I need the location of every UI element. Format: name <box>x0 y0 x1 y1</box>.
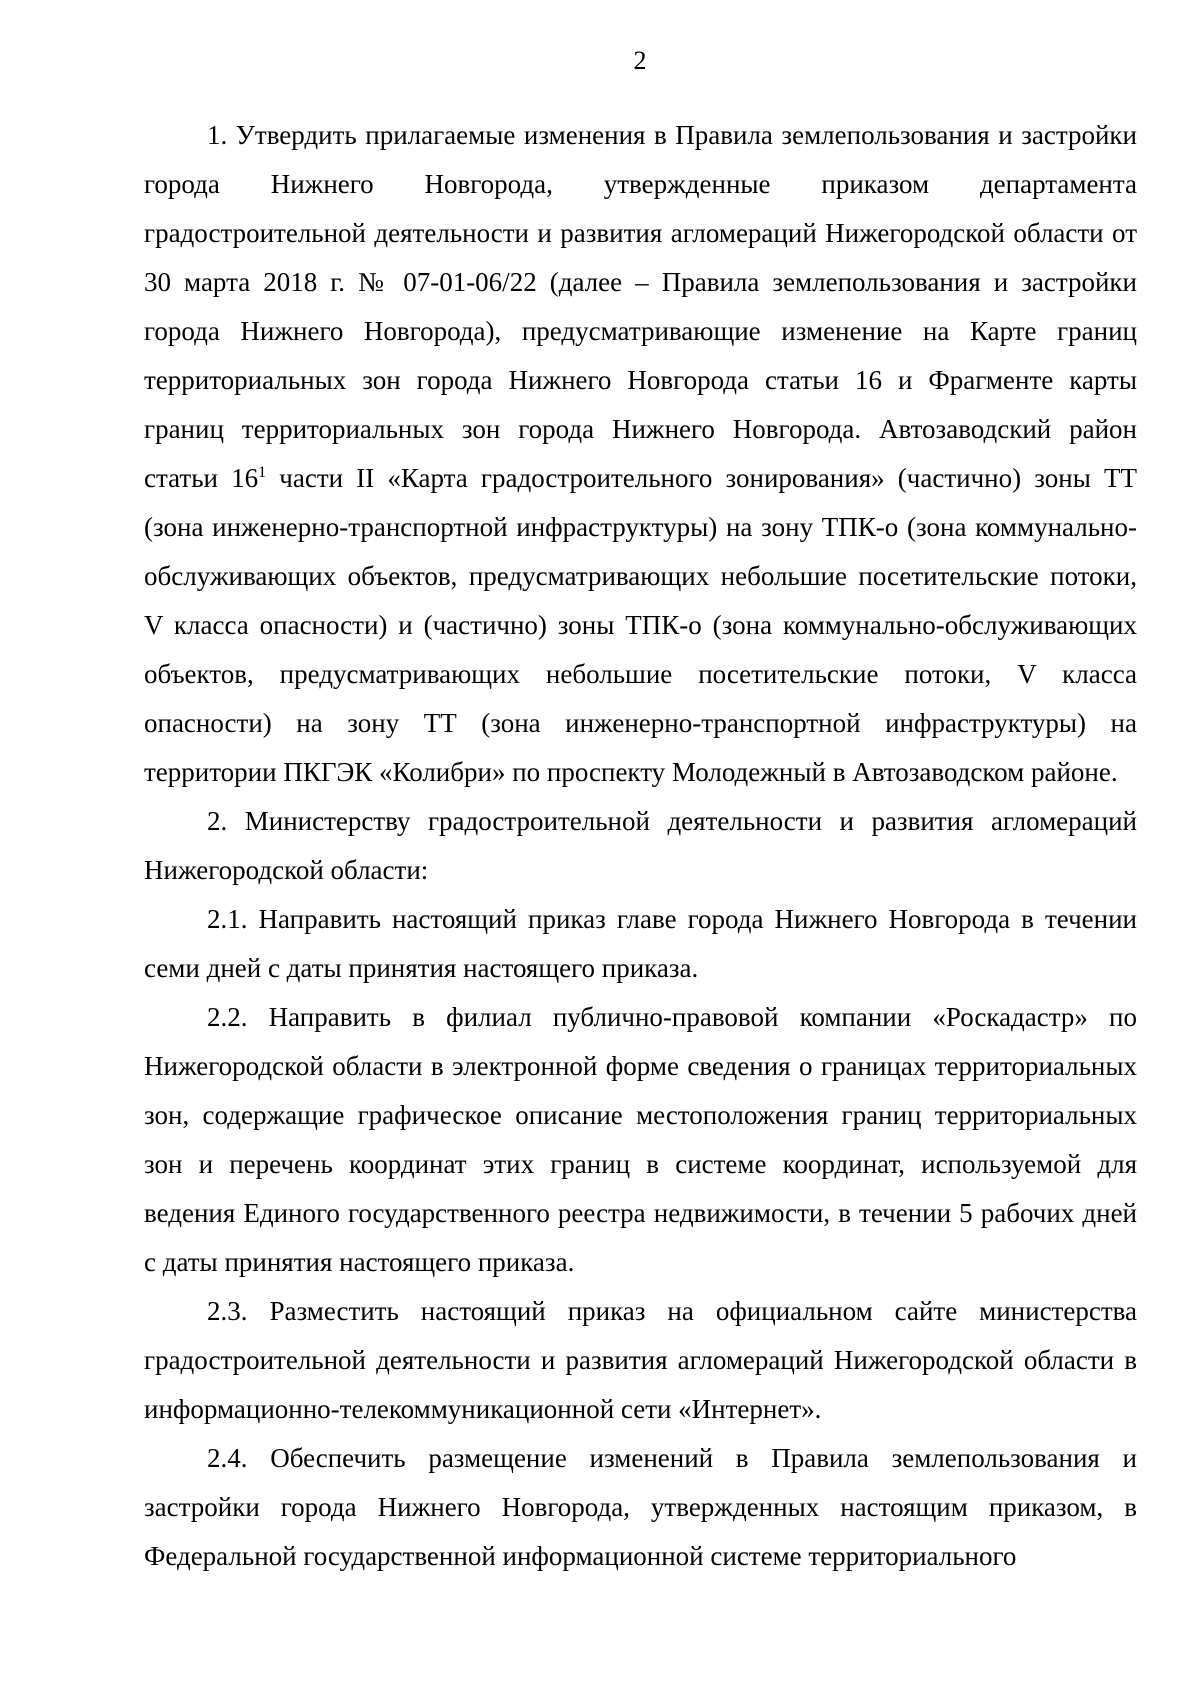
paragraph-2-1: 2.1. Направить настоящий приказ главе города Нижнего Новгорода в течении семи дней с даты принятия настоящего приказа. <box>144 904 1137 983</box>
document-body <box>144 111 1137 1581</box>
superscript-marker: 1 <box>258 464 267 481</box>
page-number: 2 <box>633 46 647 75</box>
paragraph-2-3: 2.3. Разместить настоящий приказ на официальном сайте министерства градостроительной деятельности и развития агломераций Нижегородской области в информационно-телекоммуникационной сети «Интернет». <box>144 1296 1137 1424</box>
paragraph-1-text-b: части II «Карта градостроительного зонирования» (частично) зоны ТТ (зона инженерно-транспортной инфраструктуры) на зону ТПК-о (зона коммунально-обслуживающих объектов, предусматривающих небольшие посетительские потоки, V класса опасности) и (частично) зоны ТПК-о (зона коммунально-обслуживающих объектов, предусматривающих небольшие посетительские потоки, V класса опасности) на зону ТТ (зона инженерно-транспортной инфраструктуры) на территории ПКГЭК «Колибри» по проспекту Молодежный в Автозаводском районе. <box>144 463 1137 787</box>
paragraph-1 <box>144 111 1137 797</box>
paragraph-2-4: 2.4. Обеспечить размещение изменений в Правила землепользования и застройки города Нижнего Новгорода, утвержденных настоящим приказом, в Федеральной государственной информационной системе территориального <box>144 1443 1137 1571</box>
paragraph-1-text-a: 1. Утвердить прилагаемые изменения в Правила землепользования и застройки города Нижнего Новгорода, утвержденные приказом департамента градостроительной деятельности и развития агломераций Нижегородской области от 30 марта 2018 г. № 07-01-06/22 (далее – Правила землепользования и застройки города Нижнего Новгорода), предусматривающие изменение на Карте границ территориальных зон города Нижнего Новгорода статьи 16 и Фрагменте карты границ территориальных зон города Нижнего Новгорода. Автозаводский район статьи 16 <box>144 120 1137 493</box>
paragraph-2-2: 2.2. Направить в филиал публично-правовой компании «Роскадастр» по Нижегородской области в электронной форме сведения о границах территориальных зон, содержащие графическое описание местоположения границ территориальных зон и перечень координат этих границ в системе координат, используемой для ведения Единого государственного реестра недвижимости, в течении 5 рабочих дней с даты принятия настоящего приказа. <box>144 1002 1137 1277</box>
paragraph-2: 2. Министерству градостроительной деятельности и развития агломераций Нижегородской области: <box>144 806 1137 885</box>
